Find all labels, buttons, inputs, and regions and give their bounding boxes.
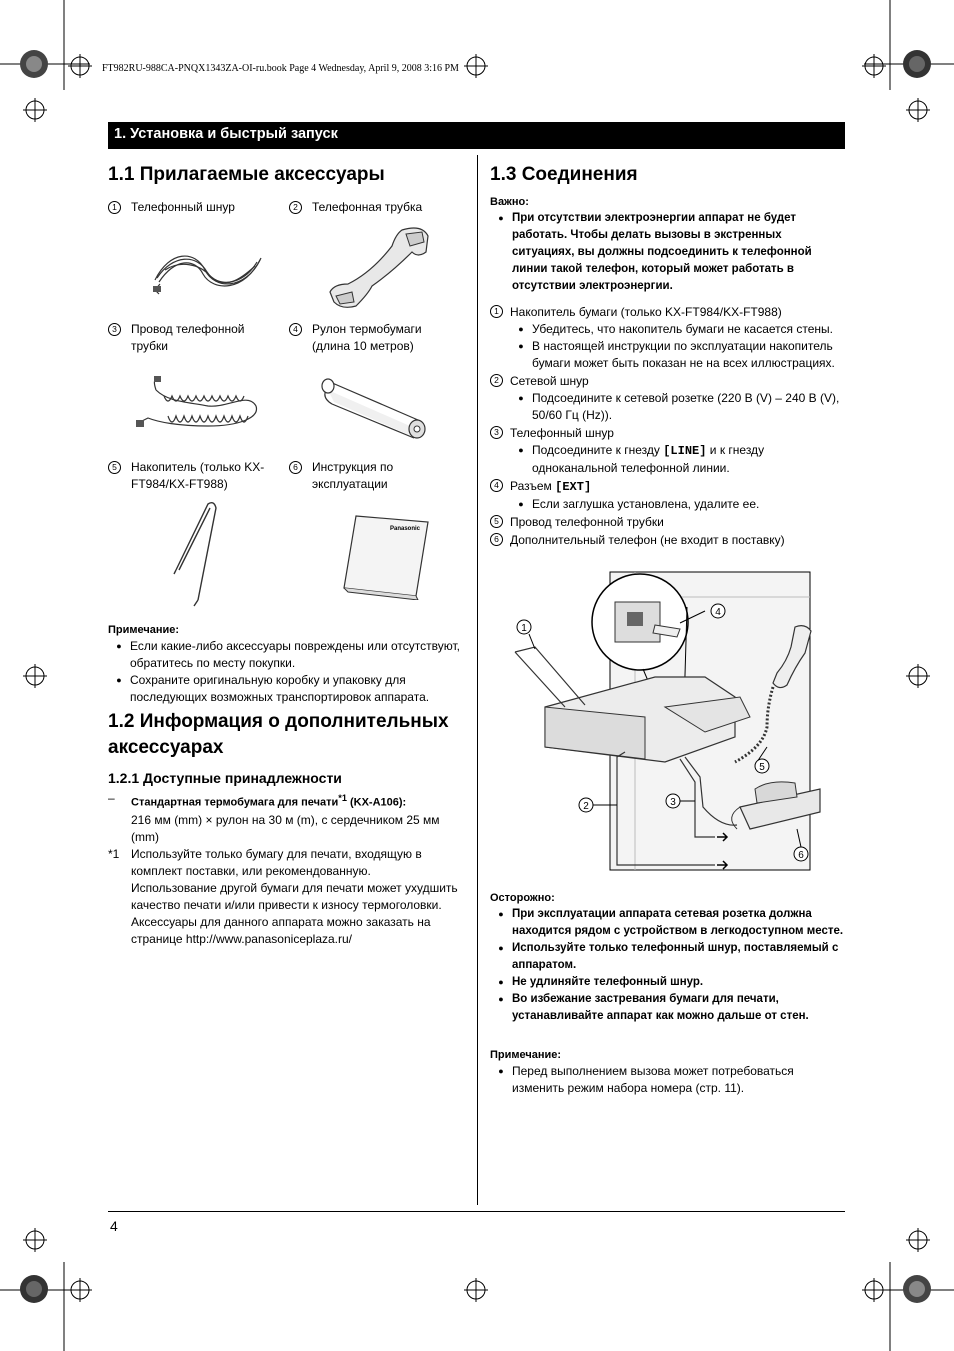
connection-list [490, 303, 845, 549]
important-label: Важно: [490, 196, 529, 208]
note-label: Примечание: [108, 624, 180, 636]
footnote-ref: *1 [338, 793, 347, 803]
caution-label: Осторожно: [490, 892, 555, 904]
footnote-line: Используйте только бумагу для печати, входящую в комплект поставки, или рекомендованную. [131, 846, 422, 878]
dash: – [108, 791, 115, 805]
bullet-icon: ● [116, 641, 122, 651]
line-key: [LINE] [663, 444, 707, 458]
footer-rule [108, 1211, 845, 1212]
footnote-line: Аксессуары для данного аппарата можно заказать на странице http://www.panasoniceplaza.ru/ [131, 914, 431, 946]
handset-image [322, 222, 437, 314]
accessory-item-6 [289, 459, 459, 493]
note-label: Примечание: [490, 1049, 562, 1061]
diagram-label: 6 [798, 850, 804, 861]
paper-roll-image [318, 376, 433, 440]
accessory-label: Провод телефонной трубки [131, 322, 245, 353]
connection-item-6: 6 Дополнительный телефон (не входит в поставку) [490, 531, 845, 549]
manual-brand: Panasonic [390, 526, 421, 532]
caution-item: ● При эксплуатации аппарата сетевая розетка должна находится рядом с устройством в легкодоступном месте. [490, 906, 845, 940]
caution-item: ● Не удлиняйте телефонный шнур. [490, 974, 845, 991]
bullet-icon: ● [116, 675, 122, 685]
footnote-line: Использование другой бумаги для печати может ухудшить качество печати и/или привести к износу термоголовки. [131, 880, 458, 912]
connection-sub: ● Подсоедините к гнезду [LINE] и к гнезду одноканальной телефонной линии. [490, 442, 845, 477]
caution-item: ● Во избежание застревания бумаги для печати, устанавливайте аппарат как можно дальше от стен. [490, 991, 845, 1025]
accessory-label: Накопитель (только KX-FT984/KX-FT988) [131, 460, 265, 491]
note-item: ● Если какие-либо аксессуары повреждены или отсутствуют, обратитесь по месту покупки. [108, 638, 463, 672]
bullet-icon: ● [498, 977, 504, 987]
s11-title: 1.1 Прилагаемые аксессуары [108, 164, 385, 185]
bullet-icon: ● [498, 1066, 504, 1076]
paper-code: (KX-A106): [346, 796, 407, 809]
bullet-icon: ● [518, 324, 524, 334]
connection-item-5: 5 Провод телефонной трубки [490, 513, 845, 531]
num-badge: 3 [108, 323, 121, 336]
s11-notes [108, 622, 463, 706]
accessory-item-4 [289, 321, 459, 355]
diagram-label: 4 [715, 607, 721, 618]
connection-item-2: 2 Сетевой шнур [490, 372, 845, 390]
num-badge: 4 [289, 323, 302, 336]
footnote-mark: *1 [108, 846, 120, 861]
s12-title: 1.2 Информация о дополнительных аксессуарах [108, 711, 449, 758]
bullet-icon: ● [498, 994, 504, 1004]
accessory-item-1 [108, 199, 278, 216]
accessory-label: Рулон термобумаги (длина 10 метров) [312, 322, 422, 353]
connection-sub: ● Убедитесь, что накопитель бумаги не касается стены. [490, 321, 845, 338]
connection-item-3: 3 Телефонный шнур [490, 424, 845, 442]
connection-sub: ● Подсоедините к сетевой розетке (220 В (V) – 240 В (V), 50/60 Гц (Hz)). [490, 390, 845, 424]
num-badge: 5 [108, 461, 121, 474]
note-item: ● Перед выполнением вызова может потребоваться изменить режим набора номера (стр. 11). [490, 1063, 845, 1097]
accessory-label: Телефонный шнур [131, 200, 235, 214]
bullet-icon: ● [518, 445, 524, 455]
s12-subtitle: 1.2.1 Доступные принадлежности [108, 770, 342, 786]
accessory-item-3 [108, 321, 278, 355]
bullet-icon: ● [498, 909, 504, 919]
section-bar: 1. Установка и быстрый запуск [108, 122, 845, 149]
diagram-label: 1 [521, 623, 527, 634]
bullet-icon: ● [498, 213, 504, 223]
manual-image [340, 512, 435, 600]
caution-item: ● Используйте только телефонный шнур, поставляемый с аппаратом. [490, 940, 845, 974]
bullet-icon: ● [518, 499, 524, 509]
connection-sub: ● В настоящей инструкции по эксплуатации накопитель бумаги может быть показан не на всех иллюстрациях. [490, 338, 845, 372]
connection-item-1: 1 Накопитель бумаги (только KX-FT984/KX-FT988) [490, 303, 845, 321]
bullet-icon: ● [518, 341, 524, 351]
s13-note-block [490, 1047, 845, 1097]
caution-block [490, 890, 845, 1025]
bullet-icon: ● [498, 943, 504, 953]
phone-cord-image [145, 240, 270, 300]
connection-sub: ● Если заглушка установлена, удалите ее. [490, 496, 845, 513]
bullet-icon: ● [518, 393, 524, 403]
connection-item-4: 4 Разъем [EXT] [490, 477, 845, 496]
num-badge: 6 [289, 461, 302, 474]
accessory-label: Инструкция по эксплуатации [312, 460, 394, 491]
paper-name: Стандартная термобумага для печати [131, 796, 339, 809]
accessory-info [108, 790, 463, 948]
paper-tray-image [168, 500, 238, 610]
coiled-cord-image [128, 372, 268, 434]
diagram-label: 2 [583, 801, 589, 812]
num-badge: 2 [289, 201, 302, 214]
accessory-label: Телефонная трубка [312, 200, 423, 214]
diagram-label: 5 [759, 762, 765, 773]
diagram-label: 3 [670, 797, 676, 808]
note-item: ● Сохраните оригинальную коробку и упаковку для последующих возможных транспортировок аппарата. [108, 672, 463, 706]
num-badge: 1 [108, 201, 121, 214]
connection-diagram [505, 567, 840, 872]
accessory-item-2 [289, 199, 459, 216]
important-block [490, 194, 845, 295]
paper-desc: 216 мм (mm) × рулон на 30 м (m), с сердечником 25 мм (mm) [131, 812, 440, 844]
important-item: ● При отсутствии электроэнергии аппарат не будет работать. Чтобы делать вызовы в экстренных ситуациях, вы должны подсоединить к телефонной линии такой телефон, который может работать в отсутствии электроэнергии. [490, 210, 845, 295]
ext-key: [EXT] [555, 480, 592, 494]
s13-title: 1.3 Соединения [490, 164, 638, 185]
column-divider [477, 155, 478, 1205]
accessory-item-5 [108, 459, 278, 493]
file-header-line: FT982RU-988CA-PNQX1343ZA-OI-ru.book Page 4 Wednesday, April 9, 2008 3:16 PM [102, 63, 459, 74]
page-number: 4 [110, 1218, 118, 1234]
